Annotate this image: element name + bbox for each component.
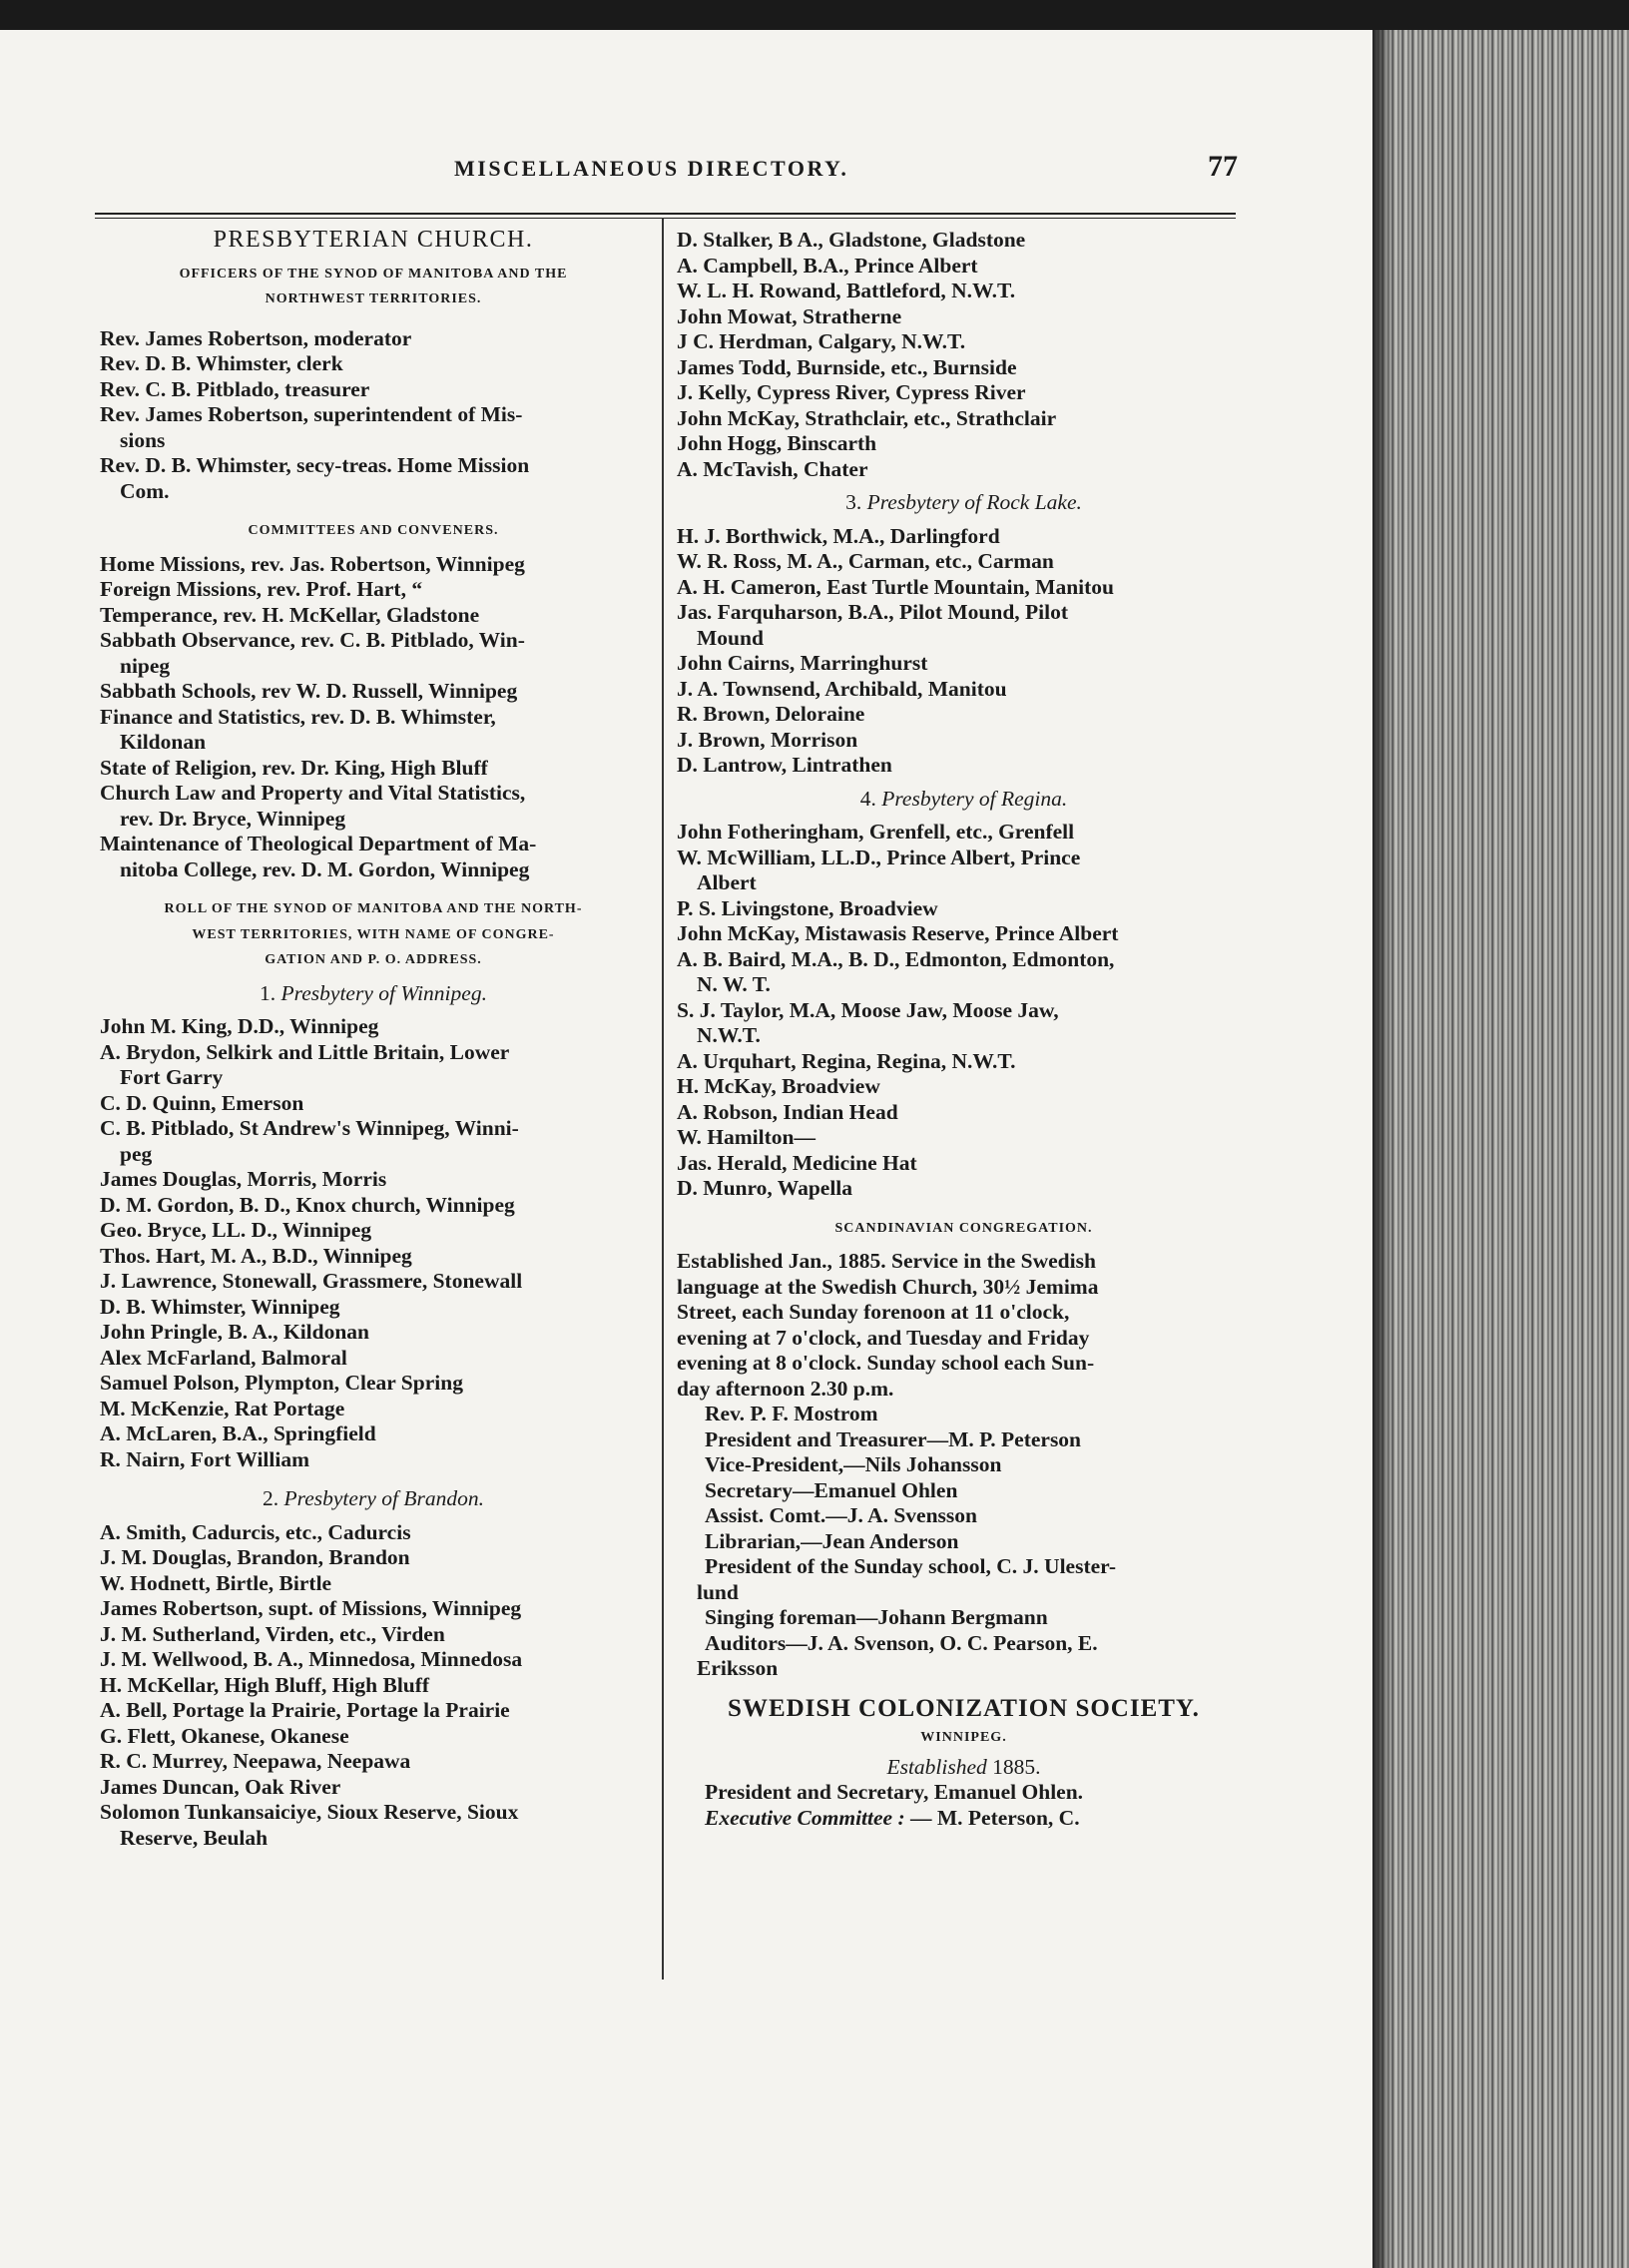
entry-continuation: Eriksson (697, 1656, 779, 1680)
list-item (677, 1503, 1251, 1529)
entry-continuation: nipeg (120, 653, 171, 678)
list-item (677, 921, 1251, 947)
society-established-year: 1885. (992, 1754, 1041, 1779)
entry-line: W. L. H. Rowand, Battleford, N.W.T. (677, 279, 1016, 302)
list-item (100, 1320, 647, 1346)
list-item (677, 820, 1251, 846)
page-edges (1372, 30, 1629, 2268)
entry-line: James Duncan, Oak River (100, 1774, 341, 1799)
winnipeg-heading (100, 981, 647, 1007)
list-item (100, 1269, 647, 1295)
list-item (100, 1371, 647, 1397)
list-item (677, 677, 1251, 703)
entry-continuation: N.W.T. (697, 1023, 761, 1047)
entry-line: Maintenance of Theological Department of Ma- (100, 832, 537, 855)
entry-line: W. Hodnett, Birtle, Birtle (100, 1570, 332, 1595)
entry-line: President and Treasurer—M. P. Peterson (705, 1426, 1082, 1451)
list-item (677, 279, 1251, 304)
entry-line: H. McKay, Broadview (677, 1074, 880, 1098)
list-item (100, 832, 647, 882)
entry-line: R. Brown, Deloraine (677, 702, 865, 726)
list-item (100, 1520, 647, 1546)
right-column (677, 222, 1251, 1831)
list-item (677, 228, 1251, 254)
entry-line: A. Bell, Portage la Prairie, Portage la Prairie (100, 1698, 510, 1722)
list-item (677, 998, 1251, 1049)
text-line: ROLL OF THE SYNOD OF MANITOBA AND THE NORTH- (164, 901, 583, 916)
list-item (677, 1478, 1251, 1504)
entry-line: A. B. Baird, M.A., B. D., Edmonton, Edmonton, (677, 946, 1115, 971)
entry-line: G. Flett, Okanese, Okanese (100, 1723, 349, 1748)
list-item (100, 679, 647, 705)
entry-line: Singing foreman—Johann Bergmann (705, 1605, 1048, 1629)
list-item (677, 1529, 1251, 1555)
entry-line: James Douglas, Morris, Morris (100, 1167, 387, 1191)
column-divider (662, 218, 664, 1980)
entry-line: R. Nairn, Fort William (100, 1446, 310, 1471)
list-item (677, 947, 1251, 998)
list-item (100, 577, 647, 603)
list-item (100, 603, 647, 629)
entry-line: Finance and Statistics, rev. D. B. Whimster, (100, 704, 496, 729)
list-item (100, 1295, 647, 1321)
list-item (677, 254, 1251, 280)
list-item (100, 1698, 647, 1724)
entry-line: Rev. D. B. Whimster, secy-treas. Home Mission (100, 453, 530, 477)
list-item (677, 406, 1251, 432)
winnipeg-list (100, 1014, 647, 1472)
brandon-heading-number: 2. (263, 1486, 279, 1510)
entry-line: J. Brown, Morrison (677, 727, 858, 752)
entry-line: President of the Sunday school, C. J. Ulester- (705, 1554, 1117, 1578)
list-item (677, 575, 1251, 601)
scandinavian-paragraph (677, 1249, 1251, 1402)
society-established-label: Established (886, 1754, 987, 1779)
list-item (100, 1167, 647, 1193)
brandon-continued-list (677, 228, 1251, 482)
list-item (677, 1427, 1251, 1453)
list-item (100, 552, 647, 578)
list-item (677, 524, 1251, 550)
brandon-heading-text: Presbytery of Brandon. (283, 1486, 484, 1510)
entry-line: J. M. Sutherland, Virden, etc., Virden (100, 1621, 445, 1646)
entry-line: Jas. Farquharson, B.A., Pilot Mound, Pilot (677, 600, 1069, 624)
list-item (100, 377, 647, 403)
text-line: evening at 8 o'clock. Sunday school each Sun- (677, 1351, 1095, 1375)
list-item (100, 1244, 647, 1270)
officers-list (100, 326, 647, 505)
text-line: OFFICERS OF THE SYNOD OF MANITOBA AND THE (179, 266, 568, 282)
list-item (100, 1014, 647, 1040)
list-item (677, 728, 1251, 754)
entry-line: John McKay, Strathclair, etc., Strathclair (677, 405, 1057, 430)
list-item (677, 846, 1251, 896)
list-item (677, 1452, 1251, 1478)
entry-continuation: Fort Garry (120, 1065, 224, 1089)
entry-line: Sabbath Observance, rev. C. B. Pitblado, Win- (100, 628, 525, 652)
entry-line: J. A. Townsend, Archibald, Manitou (677, 676, 1007, 701)
entry-line: Vice-President,—Nils Johansson (705, 1452, 1002, 1476)
list-item (100, 1447, 647, 1473)
entry-line: John Pringle, B. A., Kildonan (100, 1320, 370, 1344)
entry-line: H. J. Borthwick, M.A., Darlingford (677, 523, 1000, 548)
entry-line: M. McKenzie, Rat Portage (100, 1396, 345, 1420)
entry-line: Rev. D. B. Whimster, clerk (100, 351, 343, 375)
list-item (100, 1596, 647, 1622)
entry-line: H. McKellar, High Bluff, High Bluff (100, 1672, 430, 1697)
list-item (677, 1554, 1251, 1605)
entry-line: State of Religion, rev. Dr. King, High Bluff (100, 755, 488, 780)
entry-line: W. R. Ross, M. A., Carman, etc., Carman (677, 549, 1054, 573)
text-line: GATION AND P. O. ADDRESS. (265, 952, 482, 967)
list-item (100, 1673, 647, 1699)
entry-line: Rev. C. B. Pitblado, treasurer (100, 376, 370, 401)
entry-line: A. McLaren, B.A., Springfield (100, 1421, 376, 1445)
list-item (677, 355, 1251, 381)
list-item (100, 1647, 647, 1673)
rocklake-heading-text: Presbytery of Rock Lake. (866, 490, 1082, 514)
list-item (100, 1346, 647, 1372)
text-line: NORTHWEST TERRITORIES. (265, 291, 482, 306)
list-item (100, 1040, 647, 1091)
entry-line: Rev. James Robertson, superintendent of Mis- (100, 402, 523, 426)
list-item (677, 1176, 1251, 1202)
list-item (677, 457, 1251, 483)
list-item (100, 756, 647, 782)
running-header: MISCELLANEOUS DIRECTORY. (454, 156, 849, 181)
society-executive (677, 1806, 1251, 1832)
brandon-list (100, 1520, 647, 1852)
left-column (100, 222, 647, 1851)
list-item (100, 1775, 647, 1801)
regina-list (677, 820, 1251, 1202)
entry-line: Home Missions, rev. Jas. Robertson, Winnipeg (100, 551, 525, 576)
entry-line: James Todd, Burnside, etc., Burnside (677, 354, 1017, 379)
list-item (677, 329, 1251, 355)
text-line: Established Jan., 1885. Service in the Swedish (677, 1249, 1096, 1273)
list-item (677, 380, 1251, 406)
entry-continuation: Albert (697, 870, 757, 894)
page-number: 77 (1208, 150, 1238, 183)
entry-line: J. M. Douglas, Brandon, Brandon (100, 1545, 410, 1569)
text-line: WEST TERRITORIES, WITH NAME OF CONGRE- (192, 926, 555, 942)
list-item (677, 1605, 1251, 1631)
church-title: PRESBYTERIAN CHURCH. (213, 227, 534, 253)
header-rule-bottom (95, 218, 1236, 219)
text-line: day afternoon 2.30 p.m. (677, 1376, 894, 1401)
entry-line: Church Law and Property and Vital Statistics, (100, 781, 526, 805)
page-edge-shadow (1372, 30, 1392, 2268)
entry-line: John M. King, D.D., Winnipeg (100, 1014, 379, 1038)
entry-line: A. McTavish, Chater (677, 456, 868, 481)
entry-line: A. Campbell, B.A., Prince Albert (677, 253, 978, 278)
entry-line: Foreign Missions, rev. Prof. Hart, “ (100, 577, 423, 601)
entry-continuation: lund (697, 1579, 739, 1604)
list-item (677, 431, 1251, 457)
entry-line: J. Kelly, Cypress River, Cypress River (677, 380, 1026, 404)
winnipeg-heading-text: Presbytery of Winnipeg. (280, 980, 487, 1005)
list-item (100, 1749, 647, 1775)
entry-line: Rev. P. F. Mostrom (705, 1402, 878, 1425)
entry-line: John McKay, Mistawasis Reserve, Prince Albert (677, 921, 1119, 945)
text-line: evening at 7 o'clock, and Tuesday and Friday (677, 1325, 1090, 1350)
list-item (100, 453, 647, 504)
entry-line: Secretary—Emanuel Ohlen (705, 1477, 958, 1502)
list-item (677, 896, 1251, 922)
list-item (100, 781, 647, 832)
society-executive-label: Executive Committee : (705, 1805, 905, 1830)
entry-line: A. Smith, Cadurcis, etc., Cadurcis (100, 1519, 411, 1544)
entry-line: J. M. Wellwood, B. A., Minnedosa, Minnedosa (100, 1647, 523, 1671)
entry-continuation: sions (120, 427, 166, 452)
entry-line: A. Brydon, Selkirk and Little Britain, Lower (100, 1039, 510, 1064)
entry-line: A. H. Cameron, East Turtle Mountain, Manitou (677, 574, 1114, 599)
roll-heading (100, 896, 647, 973)
list-item (100, 1116, 647, 1167)
list-item (677, 702, 1251, 728)
entry-continuation: Reserve, Beulah (120, 1825, 269, 1850)
list-item (677, 1049, 1251, 1075)
list-item (100, 1218, 647, 1244)
society-president: President and Secretary, Emanuel Ohlen. (705, 1780, 1084, 1804)
rocklake-heading-number: 3. (845, 490, 862, 514)
entry-line: John Hogg, Binscarth (677, 431, 877, 455)
entry-line: Alex McFarland, Balmoral (100, 1345, 347, 1370)
entry-line: John Cairns, Marringhurst (677, 651, 928, 675)
regina-heading (677, 787, 1251, 813)
list-item (100, 326, 647, 352)
officers-heading (100, 262, 647, 312)
list-item (677, 549, 1251, 575)
list-item (100, 1724, 647, 1750)
entry-continuation: Com. (120, 478, 170, 503)
list-item (100, 1571, 647, 1597)
list-item (677, 1074, 1251, 1100)
text-line: language at the Swedish Church, 30½ Jemima (677, 1274, 1099, 1299)
scandinavian-heading: SCANDINAVIAN CONGREGATION. (834, 1220, 1093, 1236)
entry-line: Librarian,—Jean Anderson (705, 1528, 959, 1553)
entry-line: John Mowat, Stratherne (677, 303, 902, 328)
list-item (100, 1545, 647, 1571)
entry-continuation: Kildonan (120, 730, 207, 754)
brandon-heading (100, 1486, 647, 1512)
list-item (677, 1125, 1251, 1151)
entry-line: James Robertson, supt. of Missions, Winnipeg (100, 1596, 522, 1620)
list-item (100, 1800, 647, 1851)
list-item (100, 628, 647, 679)
entry-continuation: rev. Dr. Bryce, Winnipeg (120, 806, 346, 831)
entry-line: C. D. Quinn, Emerson (100, 1090, 304, 1115)
list-item (100, 1421, 647, 1447)
regina-heading-text: Presbytery of Regina. (881, 786, 1068, 811)
entry-line: W. McWilliam, LL.D., Prince Albert, Prince (677, 845, 1081, 869)
society-executive-names: — M. Peterson, C. (910, 1805, 1080, 1830)
entry-continuation: N. W. T. (697, 972, 771, 996)
entry-line: D. Stalker, B A., Gladstone, Gladstone (677, 228, 1026, 252)
header-rule-top (95, 213, 1236, 215)
society-title: SWEDISH COLONIZATION SOCIETY. (728, 1694, 1200, 1722)
entry-line: R. C. Murrey, Neepawa, Neepawa (100, 1749, 411, 1773)
entry-line: Auditors—J. A. Svenson, O. C. Pearson, E. (705, 1630, 1098, 1655)
entry-line: Temperance, rev. H. McKellar, Gladstone (100, 602, 480, 627)
entry-line: W. Hamilton— (677, 1125, 815, 1149)
list-item (100, 1193, 647, 1219)
rocklake-list (677, 524, 1251, 779)
list-item (100, 351, 647, 377)
entry-line: John Fotheringham, Grenfell, etc., Grenfell (677, 820, 1075, 844)
scandinavian-officers (677, 1402, 1251, 1682)
entry-line: Samuel Polson, Plympton, Clear Spring (100, 1371, 463, 1395)
entry-line: D. Munro, Wapella (677, 1176, 853, 1200)
regina-heading-number: 4. (859, 786, 876, 811)
society-established (677, 1755, 1251, 1781)
entry-line: C. B. Pitblado, St Andrew's Winnipeg, Winni- (100, 1116, 519, 1140)
list-item (100, 705, 647, 756)
entry-line: A. Urquhart, Regina, Regina, N.W.T. (677, 1048, 1016, 1073)
entry-line: Solomon Tunkansaiciye, Sioux Reserve, Sioux (100, 1800, 519, 1824)
list-item (677, 1100, 1251, 1126)
entry-line: D. B. Whimster, Winnipeg (100, 1294, 340, 1319)
entry-continuation: nitoba College, rev. D. M. Gordon, Winnipeg (120, 856, 530, 881)
list-item (677, 753, 1251, 779)
entry-continuation: peg (120, 1141, 153, 1166)
winnipeg-heading-number: 1. (260, 980, 276, 1005)
rocklake-heading (677, 490, 1251, 516)
list-item (677, 651, 1251, 677)
list-item (677, 600, 1251, 651)
list-item (100, 1622, 647, 1648)
entry-line: S. J. Taylor, M.A, Moose Jaw, Moose Jaw, (677, 997, 1059, 1022)
list-item (100, 1397, 647, 1422)
committees-list (100, 552, 647, 883)
entry-line: Rev. James Robertson, moderator (100, 325, 412, 350)
entry-line: Sabbath Schools, rev W. D. Russell, Winnipeg (100, 679, 518, 703)
entry-line: P. S. Livingstone, Broadview (677, 895, 938, 920)
entry-line: Thos. Hart, M. A., B.D., Winnipeg (100, 1243, 412, 1268)
entry-line: A. Robson, Indian Head (677, 1099, 898, 1124)
entry-continuation: Mound (697, 625, 764, 650)
list-item (677, 1402, 1251, 1427)
entry-line: J C. Herdman, Calgary, N.W.T. (677, 329, 966, 353)
text-line: Street, each Sunday forenoon at 11 o'clock, (677, 1300, 1070, 1324)
entry-line: J. Lawrence, Stonewall, Grassmere, Stonewall (100, 1269, 523, 1293)
society-city: WINNIPEG. (920, 1730, 1007, 1745)
list-item (677, 1631, 1251, 1682)
list-item (100, 402, 647, 453)
entry-line: Geo. Bryce, LL. D., Winnipeg (100, 1218, 372, 1242)
entry-line: Assist. Comt.—J. A. Svensson (705, 1503, 977, 1527)
list-item (677, 304, 1251, 330)
entry-line: D. M. Gordon, B. D., Knox church, Winnipeg (100, 1192, 515, 1217)
entry-line: Jas. Herald, Medicine Hat (677, 1150, 917, 1175)
list-item (677, 1151, 1251, 1177)
entry-line: D. Lantrow, Lintrathen (677, 753, 892, 777)
committees-heading: COMMITTEES AND CONVENERS. (248, 523, 499, 538)
list-item (100, 1091, 647, 1117)
